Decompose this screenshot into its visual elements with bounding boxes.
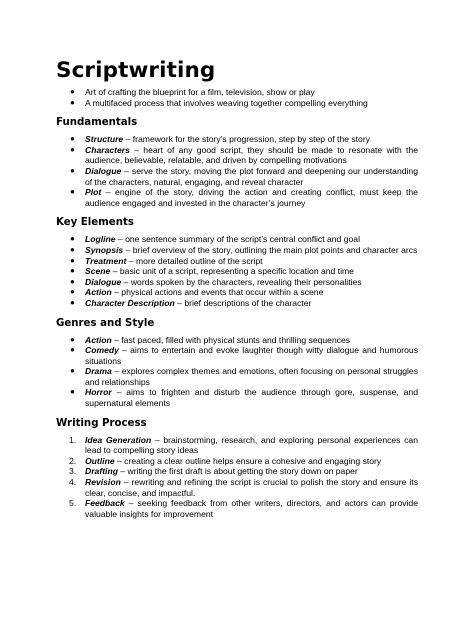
bullet-icon: ● bbox=[70, 276, 75, 286]
list-item bbox=[56, 345, 418, 366]
bullet-icon: ● bbox=[70, 87, 75, 96]
list-item bbox=[56, 256, 418, 267]
term: Logline bbox=[85, 234, 116, 245]
intro-list bbox=[56, 87, 418, 108]
key-elements-list bbox=[56, 234, 418, 308]
list-item bbox=[56, 366, 418, 387]
definition: – writing the first draft is about getting the story down on paper bbox=[117, 466, 358, 477]
genres-list bbox=[56, 335, 418, 409]
list-item bbox=[56, 134, 418, 145]
term: Drama bbox=[85, 366, 112, 377]
term: Dialogue bbox=[85, 276, 122, 287]
list-item bbox=[56, 335, 418, 346]
bullet-icon: ● bbox=[70, 334, 75, 344]
list-number: 5. bbox=[69, 498, 77, 509]
list-item bbox=[56, 266, 418, 277]
definition: – explores complex themes and emotions, often focusing on personal struggles and relationships bbox=[85, 366, 418, 387]
term: Plot bbox=[85, 187, 102, 198]
definition: – heart of any good script, they should be made to resonate with the audience, believable, relatable, and driven by compelling motivations bbox=[85, 144, 418, 166]
term: Drafting bbox=[85, 466, 118, 477]
section-heading: Writing Process bbox=[56, 417, 147, 429]
term: Action bbox=[85, 287, 112, 298]
list-number: 2. bbox=[69, 455, 77, 466]
bullet-icon: ● bbox=[70, 97, 75, 107]
list-item bbox=[56, 456, 418, 467]
definition: – serve the story, moving the plot forward and deepening our understanding of the characters, natural, engaging, and reveal character bbox=[85, 165, 418, 187]
bullet-icon: ● bbox=[70, 244, 75, 254]
term: Outline bbox=[85, 455, 115, 466]
definition: – seeking feedback from other writers, directors, and actors can provide valuable insights for improvement bbox=[85, 498, 418, 519]
definition: – creating a clear outline helps ensure a cohesive and engaging story bbox=[114, 455, 382, 466]
list-item: ● Art of crafting the blueprint for a film, television, show or play bbox=[70, 87, 315, 97]
term: Horror bbox=[85, 387, 112, 398]
definition: – basic unit of a script, representing a specific location and time bbox=[110, 266, 354, 277]
list-item bbox=[56, 466, 418, 477]
term: Dialogue bbox=[85, 165, 122, 176]
list-item bbox=[56, 166, 418, 187]
bullet-icon: ● bbox=[70, 366, 75, 376]
section-heading: Fundamentals bbox=[56, 117, 138, 129]
list-item bbox=[56, 435, 418, 456]
definition: – brief descriptions of the character bbox=[174, 297, 312, 308]
definition: – framework for the story’s progression, step by step of the story bbox=[123, 134, 370, 145]
term: Revision bbox=[85, 477, 121, 488]
definition: – physical actions and events that occur within a scene bbox=[111, 287, 324, 298]
bullet-icon: ● bbox=[70, 287, 75, 297]
list-item bbox=[56, 245, 418, 256]
bullet-icon: ● bbox=[70, 134, 75, 144]
bullet-icon: ● bbox=[70, 387, 75, 397]
list-item bbox=[56, 287, 418, 298]
list-number: 4. bbox=[69, 477, 77, 488]
bullet-icon: ● bbox=[70, 297, 75, 307]
list-item bbox=[56, 298, 418, 309]
bullet-icon: ● bbox=[70, 144, 75, 154]
bullet-icon: ● bbox=[70, 234, 75, 244]
fundamentals-list bbox=[56, 134, 418, 208]
definition: – more detailed outline of the script bbox=[126, 255, 263, 266]
bullet-icon: ● bbox=[70, 165, 75, 175]
page-title: Scriptwriting bbox=[56, 58, 216, 83]
list-item bbox=[56, 277, 418, 288]
definition: – aims to frighten and disturb the audience through gore, suspense, and supernatural elements bbox=[85, 387, 418, 409]
definition: – aims to entertain and evoke laughter though witty dialogue and humorous situations bbox=[85, 345, 418, 366]
list-item bbox=[56, 234, 418, 245]
writing-process-list bbox=[56, 435, 418, 520]
list-number: 3. bbox=[69, 466, 77, 477]
bullet-icon: ● bbox=[70, 255, 75, 265]
definition: – words spoken by the characters, revealing their personalities bbox=[121, 276, 362, 287]
bullet-icon: ● bbox=[70, 266, 75, 276]
definition: – brainstorming, research, and exploring personal experiences can lead to compelling story ideas bbox=[85, 434, 418, 456]
section-heading: Key Elements bbox=[56, 217, 134, 229]
term: Idea Generation bbox=[85, 434, 152, 445]
term: Characters bbox=[85, 144, 130, 155]
term: Structure bbox=[85, 134, 124, 145]
definition: – brief overview of the story, outlining the main plot points and character arcs bbox=[123, 244, 418, 255]
definition: – engine of the story, driving the action and creating conflict, must keep the audience engaged and invested in the character’s journey bbox=[85, 187, 418, 208]
term: Scene bbox=[85, 266, 111, 277]
list-number: 1. bbox=[69, 434, 77, 445]
term: Feedback bbox=[85, 498, 125, 509]
bullet-icon: ● bbox=[70, 345, 75, 355]
list-item: ● A multifaced process that involves weaving together compelling everything bbox=[70, 97, 368, 108]
term: Treatment bbox=[85, 255, 127, 266]
bullet-icon: ● bbox=[70, 187, 75, 197]
list-item bbox=[56, 387, 418, 408]
list-item bbox=[56, 187, 418, 208]
definition: – fast paced, filled with physical stunts and thrilling sequences bbox=[111, 334, 351, 345]
term: Comedy bbox=[85, 345, 119, 356]
term: Action bbox=[85, 334, 112, 345]
definition: – one sentence summary of the script’s central conflict and goal bbox=[115, 234, 360, 245]
term: Synopsis bbox=[85, 244, 124, 255]
list-item bbox=[56, 145, 418, 166]
list-item bbox=[56, 477, 418, 498]
list-item bbox=[56, 498, 418, 519]
term: Character Description bbox=[85, 297, 175, 308]
definition: – rewriting and refining the script is crucial to polish the story and ensure its clear, concise, and impactful. bbox=[85, 477, 418, 498]
section-heading: Genres and Style bbox=[56, 317, 155, 329]
